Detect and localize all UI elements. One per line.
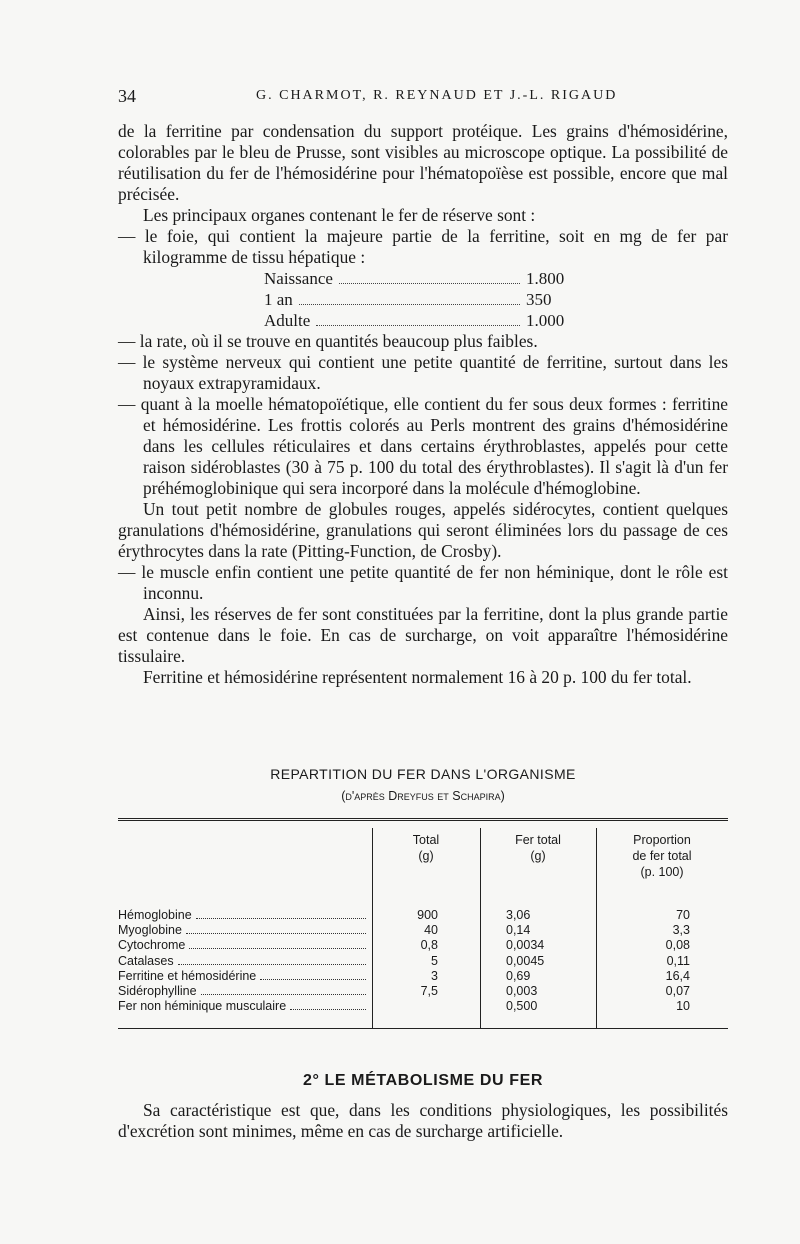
paragraph-siderocytes: Un tout petit nombre de globules rouges, appelés sidérocytes, contient quelques granulations d'hémosidérine, granulations qui seront éliminées lors du passage de ces érythrocytes dans la rate (Pitting-Function, de Crosby). [118,499,728,561]
liver-row: Naissance 1.800 [264,269,565,288]
liver-iron-values [264,268,582,331]
table-row-label: Hémoglobine [118,908,370,923]
paragraph-organs-intro: Les principaux organes contenant le fer de réserve sont : [143,205,536,225]
paragraph-metabolism: Sa caractéristique est que, dans les conditions physiologiques, les possibilités d'excrétion sont minimes, même en cas de surcharge artificielle. [118,1100,728,1141]
list-item-nervous-system: — le système nerveux qui contient une petite quantité de ferritine, surtout dans les noyaux extrapyramidaux. [118,352,728,393]
iron-distribution-table [118,818,728,1030]
table-title: REPARTITION DU FER DANS L'ORGANISME [270,766,576,782]
row-labels [118,908,370,1014]
paragraph-ferritin: de la ferritine par condensation du support protéique. Les grains d'hémosidérine, colorables par le bleu de Prusse, sont visibles au microscope optique. La possibilité de réutilisation du fer de l'hémosidérine pour l'hématopoïèse est possible, encore que mal précisée. [118,121,728,204]
column-total-values: 900 40 0,8 5 3 7,5 [417,908,438,999]
list-item-spleen: — la rate, où il se trouve en quantités beaucoup plus faibles. [118,331,538,351]
page-number: 34 [118,86,136,106]
column-header-fer-total: Fer total (g) [515,833,561,863]
column-fer-values: 3,06 0,14 0,0034 0,0045 0,69 0,003 0,500 [506,908,545,1014]
table-bottom-rule [118,1028,728,1029]
table-row-label: Catalases [118,954,370,969]
table-row-label: Cytochrome [118,938,370,953]
paragraph-summary: Ainsi, les réserves de fer sont constituées par la ferritine, dont la plus grande partie est contenue dans le foie. En cas de surcharge, on voit apparaître l'hémosidérine tissulaire. [118,604,728,666]
section-heading: 2° LE MÉTABOLISME DU FER [302,1072,544,1089]
list-item-muscle: — le muscle enfin contient une petite quantité de fer non héminique, dont le rôle est inconnu. [118,562,728,603]
body-text [118,121,728,688]
table-row-label: Ferritine et hémosidérine [118,969,370,984]
running-head: G. CHARMOT, R. REYNAUD ET J.-L. RIGAUD [256,88,618,103]
table-row-label: Myoglobine [118,923,370,938]
list-item-liver: — le foie, qui contient la majeure partie de la ferritine, soit en mg de fer par kilogramme de tissu hépatique : [118,226,728,267]
page-header [118,86,728,110]
column-proportion-values: 70 3,3 0,08 0,11 16,4 0,07 10 [665,908,690,1014]
list-item-marrow: — quant à la moelle hématopoïétique, elle contient du fer sous deux formes : ferritine et hémosidérine. Les frottis colorés au Perls montrent des grains d'hémosidérine dans les cellules réticulaires et dans certains érythroblastes, appelés pour cette raison sidéroblastes (30 à 75 p. 100 du total des érythroblastes). Il s'agit là d'un fer préhémoglobinique qui sera incorporé dans la molécule d'hémoglobine. [118,394,728,498]
section-body [118,1100,728,1142]
column-header-proportion: Proportion de fer total (p. 100) [632,833,692,879]
table-row-label: Fer non héminique musculaire [118,999,370,1014]
column-header-total: Total (g) [412,833,440,863]
table-source: (d'après Dreyfus et Schapira) [341,789,505,803]
liver-row: Adulte 1.000 [264,311,565,330]
liver-row: 1 an 350 [264,290,552,309]
table-row-label: Sidérophylline [118,984,370,999]
table-top-rule [118,818,728,821]
paragraph-percent: Ferritine et hémosidérine représentent normalement 16 à 20 p. 100 du fer total. [143,667,692,687]
